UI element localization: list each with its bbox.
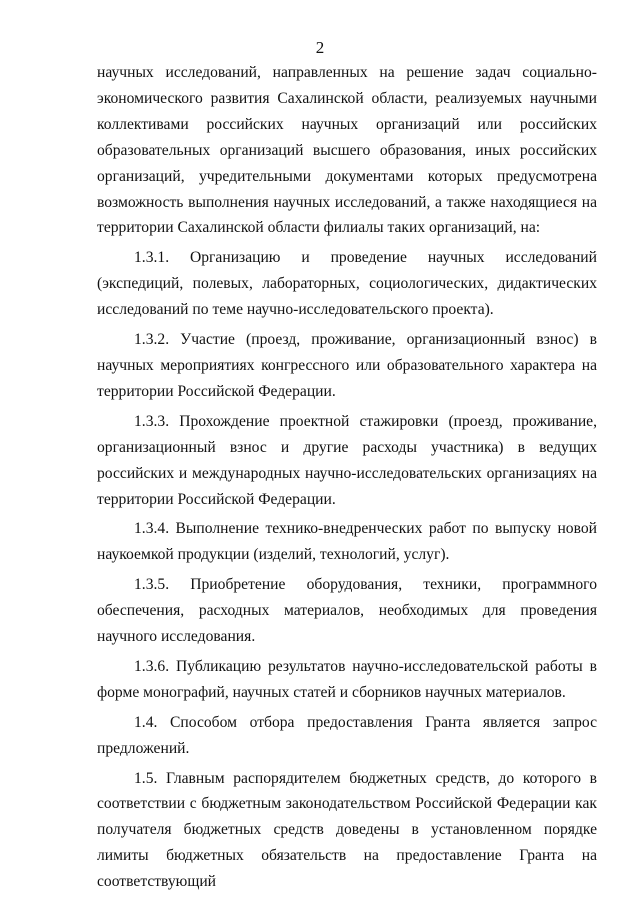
- page-number: 2: [315, 38, 325, 57]
- paragraph-1-3-5: 1.3.5. Приобретение оборудования, техники, программного обеспечения, расходных материалов, необходимых для проведения научного исследования.: [97, 576, 597, 646]
- paragraph-1-3-1: 1.3.1. Организацию и проведение научных исследований (экспедиций, полевых, лабораторных, социологических, дидактических исследований по теме научно-исследовательского проекта).: [97, 249, 597, 319]
- paragraph-intro-continuation: научных исследований, направленных на решение задач социально-экономического развития Сахалинской области, реализуемых научными коллективами российских научных организаций или российских образовательных организаций высшего образования, иных российских организаций, учредительными документами которых предусмотрена возможность выполнения научных исследований, а также находящиеся на территории Сахалинской области филиалы таких организаций, на:: [97, 64, 597, 237]
- document-body: [97, 60, 597, 895]
- paragraph-1-3-4: 1.3.4. Выполнение технико-внедренческих работ по выпуску новой наукоемкой продукции (изделий, технологий, услуг).: [97, 520, 597, 564]
- paragraph-1-3-6: 1.3.6. Публикацию результатов научно-исследовательской работы в форме монографий, научных статей и сборников научных материалов.: [97, 657, 597, 701]
- paragraph-1-5: 1.5. Главным распорядителем бюджетных средств, до которого в соответствии с бюджетным законодательством Российской Федерации как получателя бюджетных средств доведены в установленном порядке лимиты бюджетных обязательств на предоставление Гранта на соответствующий: [97, 769, 597, 891]
- paragraph-1-3-2: 1.3.2. Участие (проезд, проживание, организационный взнос) в научных мероприятиях конгрессного или образовательного характера на территории Российской Федерации.: [97, 331, 597, 400]
- paragraph-1-4: 1.4. Способом отбора предоставления Гранта является запрос предложений.: [97, 713, 597, 757]
- paragraph-1-3-3: 1.3.3. Прохождение проектной стажировки (проезд, проживание, организационный взнос и другие расходы участника) в ведущих российских и международных научно-исследовательских организациях на территории Российской Федерации.: [97, 412, 597, 508]
